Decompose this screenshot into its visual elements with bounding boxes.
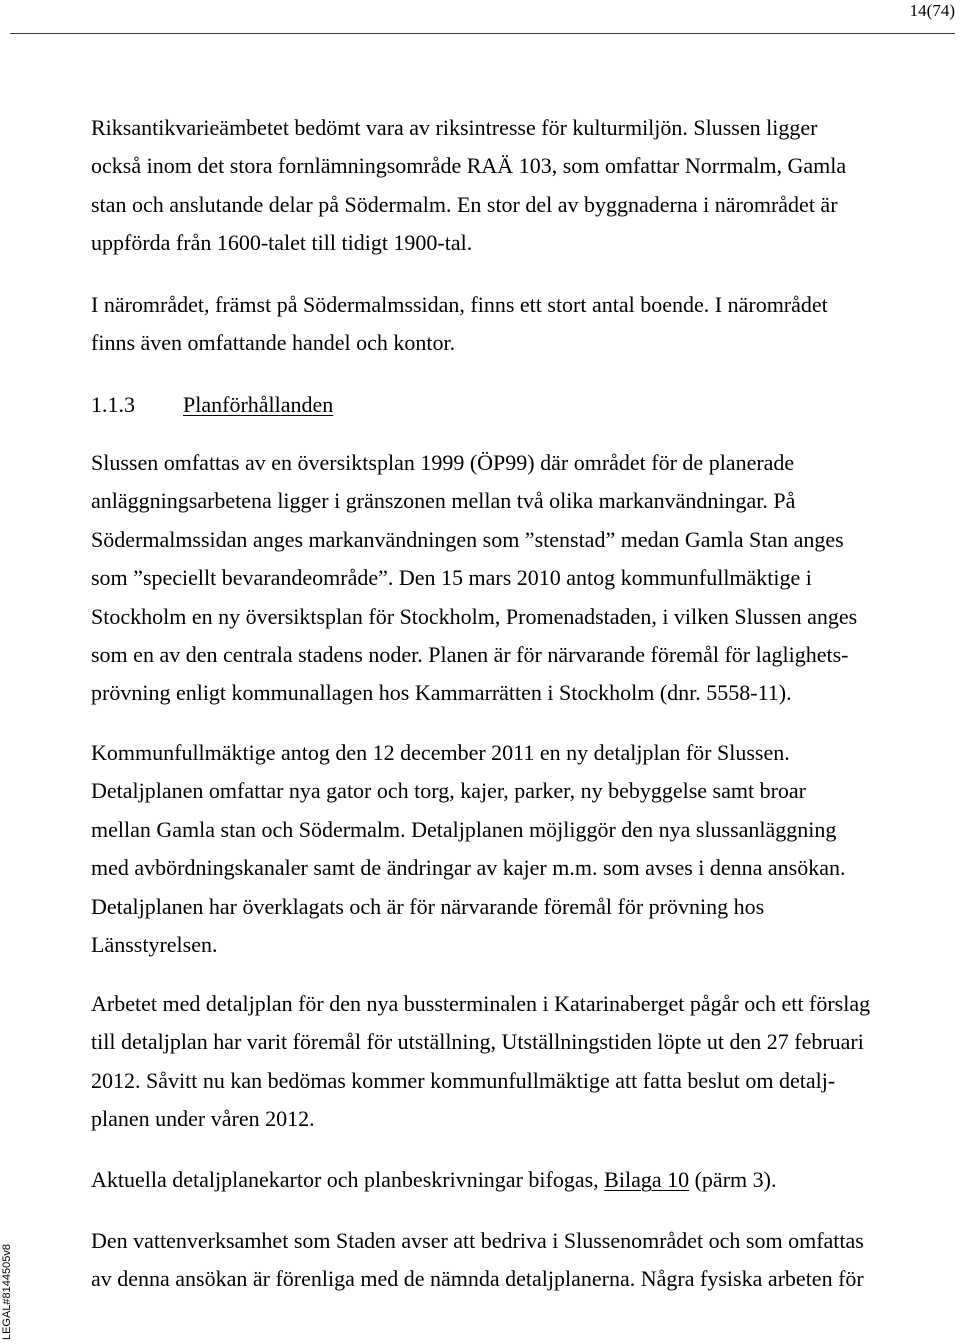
text-line	[91, 1161, 951, 1199]
attachment-reference: Bilaga 10	[604, 1167, 690, 1192]
header-divider	[10, 33, 955, 34]
text-line: prövning enligt kommunallagen hos Kammarrätten i Stockholm (dnr. 5558-11).	[91, 680, 792, 706]
paragraph-surroundings	[91, 286, 951, 363]
paragraph-water-operations	[91, 1222, 951, 1299]
text-line: Detaljplanen omfattar nya gator och torg, kajer, parker, ny bebyggelse samt broar	[91, 778, 807, 804]
text-line: som en av den centrala stadens noder. Planen är för närvarande föremål för laglighets-	[91, 642, 849, 668]
text-line: anläggningsarbetena ligger i gränszonen mellan två olika markanvändningar. På	[91, 488, 796, 514]
text-line: Arbetet med detaljplan för den nya bussterminalen i Katarinaberget pågår och ett förslag	[91, 991, 871, 1016]
text-line: Stockholm en ny översiktsplan för Stockholm, Promenadstaden, i vilken Slussen anges	[91, 603, 858, 629]
text-line: mellan Gamla stan och Södermalm. Detaljplanen möjliggör den nya slussanläggning	[91, 816, 837, 842]
attachment-sentence-start: Aktuella detaljplanekartor och planbeskrivningar bifogas,	[91, 1167, 605, 1192]
text-line: stan och anslutande delar på Södermalm. En stor del av byggnaderna i närområdet är	[91, 191, 838, 217]
section-heading	[91, 386, 951, 424]
text-line: 2012. Såvitt nu kan bedömas kommer kommunfullmäktige att fatta beslut om detalj-	[91, 1067, 836, 1093]
text-line: Södermalmssidan anges markanvändningen som ”stenstad” medan Gamla Stan anges	[91, 526, 844, 552]
paragraph-comprehensive-plan	[91, 444, 951, 713]
text-line: som ”speciellt bevarandeområde”. Den 15 mars 2010 antog kommunfullmäktige i	[91, 565, 812, 591]
document-reference-label: LEGAL#8144505v8	[1, 1244, 13, 1341]
paragraph-bus-terminal	[91, 985, 951, 1139]
text-line: också inom det stora fornlämningsområde RAÄ 103, som omfattar Norrmalm, Gamla	[91, 153, 847, 179]
paragraph-cultural-heritage	[91, 109, 951, 263]
section-number: 1.1.3	[91, 392, 135, 417]
text-line: Detaljplanen har överklagats och är för närvarande föremål för prövning hos	[91, 893, 765, 919]
text-line: I närområdet, främst på Södermalmssidan, finns ett stort antal boende. I närområdet	[91, 292, 828, 317]
section-title: Planförhållanden	[183, 392, 334, 417]
text-line: med avbördningskanaler samt de ändringar av kajer m.m. som avses i denna ansökan.	[91, 855, 846, 881]
section-heading-line	[91, 386, 951, 424]
paragraph-attachments	[91, 1161, 951, 1199]
text-line: till detaljplan har varit föremål för utställning, Utställningstiden löpte ut den 27 februari	[91, 1029, 864, 1055]
text-line: planen under våren 2012.	[91, 1106, 315, 1132]
text-line: Länsstyrelsen.	[91, 932, 218, 958]
text-line: uppförda från 1600-talet till tidigt 1900-tal.	[91, 230, 473, 256]
paragraph-detailed-plan	[91, 734, 951, 964]
text-line: av denna ansökan är förenliga med de nämnda detaljplanerna. Några fysiska arbeten för	[91, 1266, 864, 1292]
text-line: Den vattenverksamhet som Staden avser att bedriva i Slussenområdet och som omfattas	[91, 1228, 864, 1253]
text-line: Riksantikvarieämbetet bedömt vara av riksintresse för kulturmiljön. Slussen ligger	[91, 115, 818, 140]
text-line: Kommunfullmäktige antog den 12 december 2011 en ny detaljplan för Slussen.	[91, 740, 790, 765]
text-line: finns även omfattande handel och kontor.	[91, 330, 456, 356]
page-number: 14(74)	[909, 1, 955, 20]
attachment-sentence-end: (pärm 3).	[689, 1167, 777, 1192]
text-line: Slussen omfattas av en översiktsplan 1999 (ÖP99) där området för de planerade	[91, 450, 795, 475]
